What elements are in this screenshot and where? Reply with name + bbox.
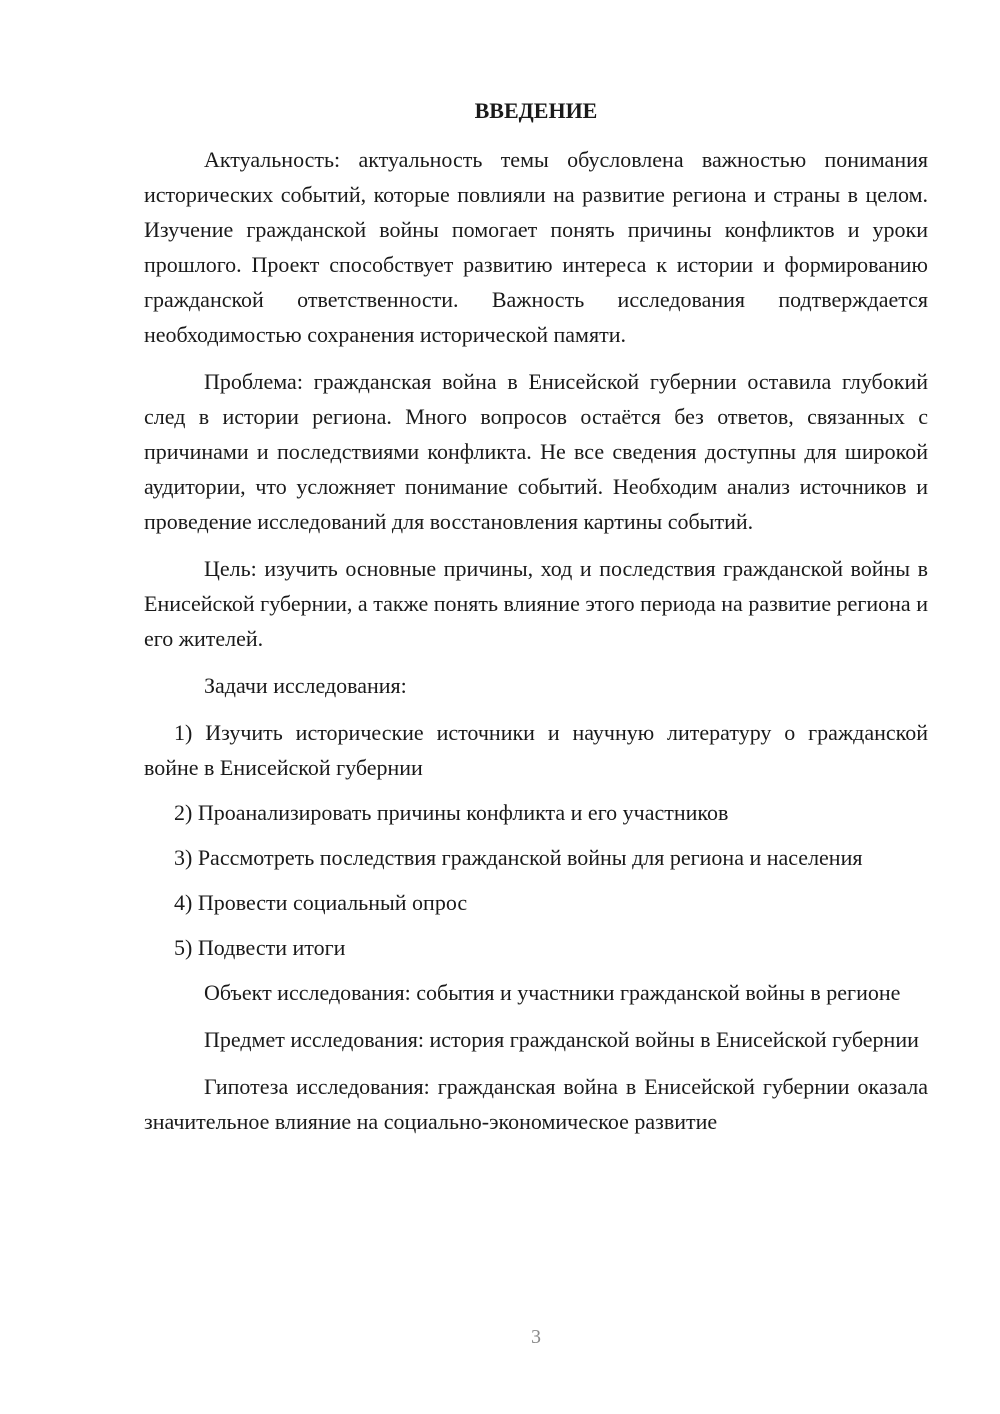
list-item: 4) Провести социальный опрос: [174, 890, 468, 915]
paragraph-problem: Проблема: гражданская война в Енисейской губернии оставила глубокий след в истории региона. Много вопросов остаётся без ответов, связанных с причинами и последствиями конфликта. Не все сведения доступны для широкой аудитории, что усложняет понимание событий. Необходим анализ источников и проведение исследований для восстановления картины событий.: [144, 369, 928, 534]
paragraph-tasks-heading: Задачи исследования:: [204, 673, 407, 698]
list-item: 5) Подвести итоги: [174, 935, 346, 960]
page-content: [144, 93, 928, 1151]
page-title: ВВЕДЕНИЕ: [474, 98, 598, 123]
list-item: 2) Проанализировать причины конфликта и его участников: [174, 800, 729, 825]
paragraph-hypothesis: Гипотеза исследования: гражданская война в Енисейской губернии оказала значительное влияние на социально-экономическое развитие: [144, 1074, 928, 1134]
tasks-list: [144, 715, 928, 965]
paragraph-subject: Предмет исследования: история гражданской войны в Енисейской губернии: [204, 1027, 919, 1052]
list-item: 3) Рассмотреть последствия гражданской войны для региона и населения: [174, 845, 863, 870]
paragraph-object: Объект исследования: события и участники гражданской войны в регионе: [204, 980, 901, 1005]
list-item: 1) Изучить исторические источники и научную литературу о гражданской войне в Енисейской губернии: [144, 720, 928, 780]
page-number: 3: [531, 1326, 541, 1348]
paragraph-relevance: Актуальность: актуальность темы обусловлена важностью понимания исторических событий, которые повлияли на развитие региона и страны в целом. Изучение гражданской войны помогает понять причины конфликтов и уроки прошлого. Проект способствует развитию интереса к истории и формированию гражданской ответственности. Важность исследования подтверждается необходимостью сохранения исторической памяти.: [144, 147, 928, 347]
paragraph-goal: Цель: изучить основные причины, ход и последствия гражданской войны в Енисейской губернии, а также понять влияние этого периода на развитие региона и его жителей.: [144, 556, 928, 651]
